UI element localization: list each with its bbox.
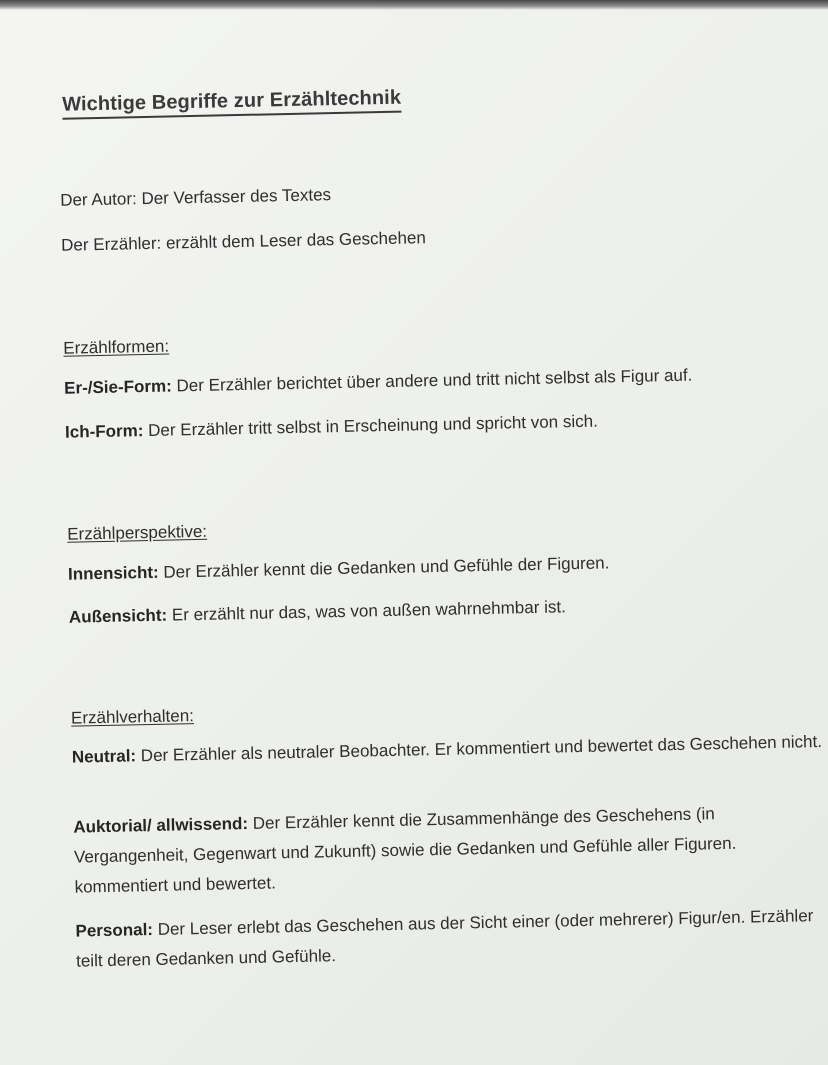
autor-text: Der Verfasser des Textes (136, 185, 332, 209)
perspektive-text: Der Erzähler kennt die Gedanken und Gefühle der Figuren. (158, 553, 610, 582)
verhalten-text: Der Leser erlebt das Geschehen aus der Sicht einer (oder mehrerer) Figur/en. Erzähler teilt deren Gedanken und Gefühle. (75, 906, 814, 971)
autor-definition (60, 183, 331, 213)
autor-term: Der Autor: (60, 189, 137, 210)
perspektive-item (69, 595, 566, 629)
verhalten-term: Personal: (75, 920, 154, 941)
verhalten-text: Der Erzähler als neutraler Beobachter. Er kommentiert und bewertet das Geschehen nicht. (135, 731, 823, 766)
perspektive-item (68, 551, 610, 586)
erzaehlform-term: Ich-Form: (64, 421, 144, 442)
erzaehlform-item (64, 364, 693, 401)
section-heading-erzaehlverhalten: Erzählverhalten: (70, 706, 195, 728)
perspektive-term: Innensicht: (67, 562, 159, 584)
erzaehler-text: erzählt dem Leser das Geschehen (161, 228, 427, 253)
erzaehler-definition (61, 226, 426, 258)
verhalten-item (73, 797, 828, 903)
erzaehler-term: Der Erzähler: (60, 233, 162, 255)
perspektive-term: Außensicht: (68, 605, 168, 627)
erzaehlform-item (65, 410, 598, 445)
verhalten-item (72, 727, 828, 773)
section-heading-erzaehlformen: Erzählformen: (63, 336, 170, 358)
erzaehlform-term: Er-/Sie-Form: (63, 376, 173, 398)
section-heading-erzaehlperspektive: Erzählperspektive: (67, 521, 208, 544)
verhalten-term: Auktorial/ allwissend: (73, 813, 249, 837)
erzaehlform-text: Der Erzähler berichtet über andere und tritt nicht selbst als Figur auf. (171, 365, 693, 396)
verhalten-term: Neutral: (71, 746, 137, 767)
perspektive-text: Er erzählt nur das, was von außen wahrnehmbar ist. (166, 597, 567, 625)
page-title: Wichtige Begriffe zur Erzähltechnik (62, 87, 401, 120)
verhalten-item (75, 901, 828, 977)
verhalten-text: Der Erzähler kennt die Zusammenhänge des Geschehens (in Vergangenheit, Gegenwart und Zukunft) sowie die Gedanken und Gefühle aller Figuren. kommentiert und bewertet. (73, 804, 737, 897)
erzaehlform-text: Der Erzähler tritt selbst in Erscheinung und spricht von sich. (143, 411, 599, 441)
